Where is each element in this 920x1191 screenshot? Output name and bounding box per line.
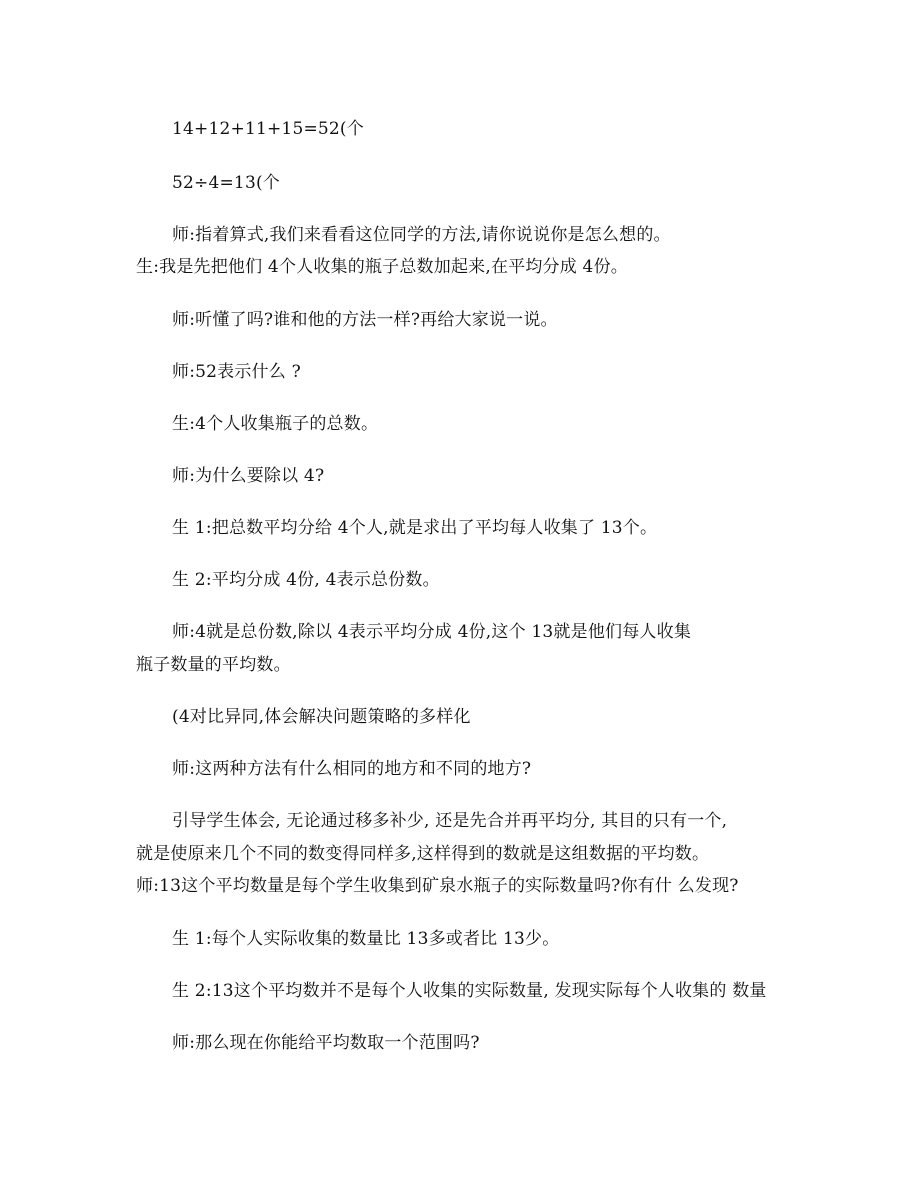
- text-line: 就是使原来几个不同的数变得同样多,这样得到的数就是这组数据的平均数。: [136, 844, 710, 864]
- text-line: 生 2:平均分成 4份, 4表示总份数。: [172, 570, 440, 590]
- text-line: 师:13这个平均数量是每个学生收集到矿泉水瓶子的实际数量吗?你有什 么发现?: [136, 876, 739, 896]
- text-line: 师:为什么要除以 4?: [172, 466, 325, 486]
- text-line: 瓶子数量的平均数。: [136, 655, 291, 675]
- text-line: 52÷4=13(个: [172, 173, 281, 193]
- text-line: 生 2:13这个平均数并不是每个人收集的实际数量, 发现实际每个人收集的 数量: [172, 981, 767, 1001]
- text-line: 师:4就是总份数,除以 4表示平均分成 4份,这个 13就是他们每人收集: [172, 622, 692, 642]
- text-line: 师:这两种方法有什么相同的地方和不同的地方?: [172, 759, 532, 779]
- text-line: 生 1:把总数平均分给 4个人,就是求出了平均每人收集了 13个。: [172, 518, 658, 538]
- text-line: (4对比异同,体会解决问题策略的多样化: [172, 707, 471, 727]
- text-line: 师:指着算式,我们来看看这位同学的方法,请你说说你是怎么想的。: [172, 225, 671, 245]
- text-line: 引导学生体会, 无论通过移多补少, 还是先合并再平均分, 其目的只有一个,: [172, 811, 728, 831]
- text-line: 师:52表示什么 ?: [172, 362, 301, 382]
- text-line: 生:我是先把他们 4个人收集的瓶子总数加起来,在平均分成 4份。: [136, 257, 628, 277]
- text-line: 生:4个人收集瓶子的总数。: [172, 414, 379, 434]
- text-line: 生 1:每个人实际收集的数量比 13多或者比 13少。: [172, 929, 560, 949]
- text-line: 14+12+11+15=52(个: [172, 119, 364, 139]
- text-line: 师:听懂了吗?谁和他的方法一样?再给大家说一说。: [172, 310, 558, 330]
- text-line: 师:那么现在你能给平均数取一个范围吗?: [172, 1033, 480, 1053]
